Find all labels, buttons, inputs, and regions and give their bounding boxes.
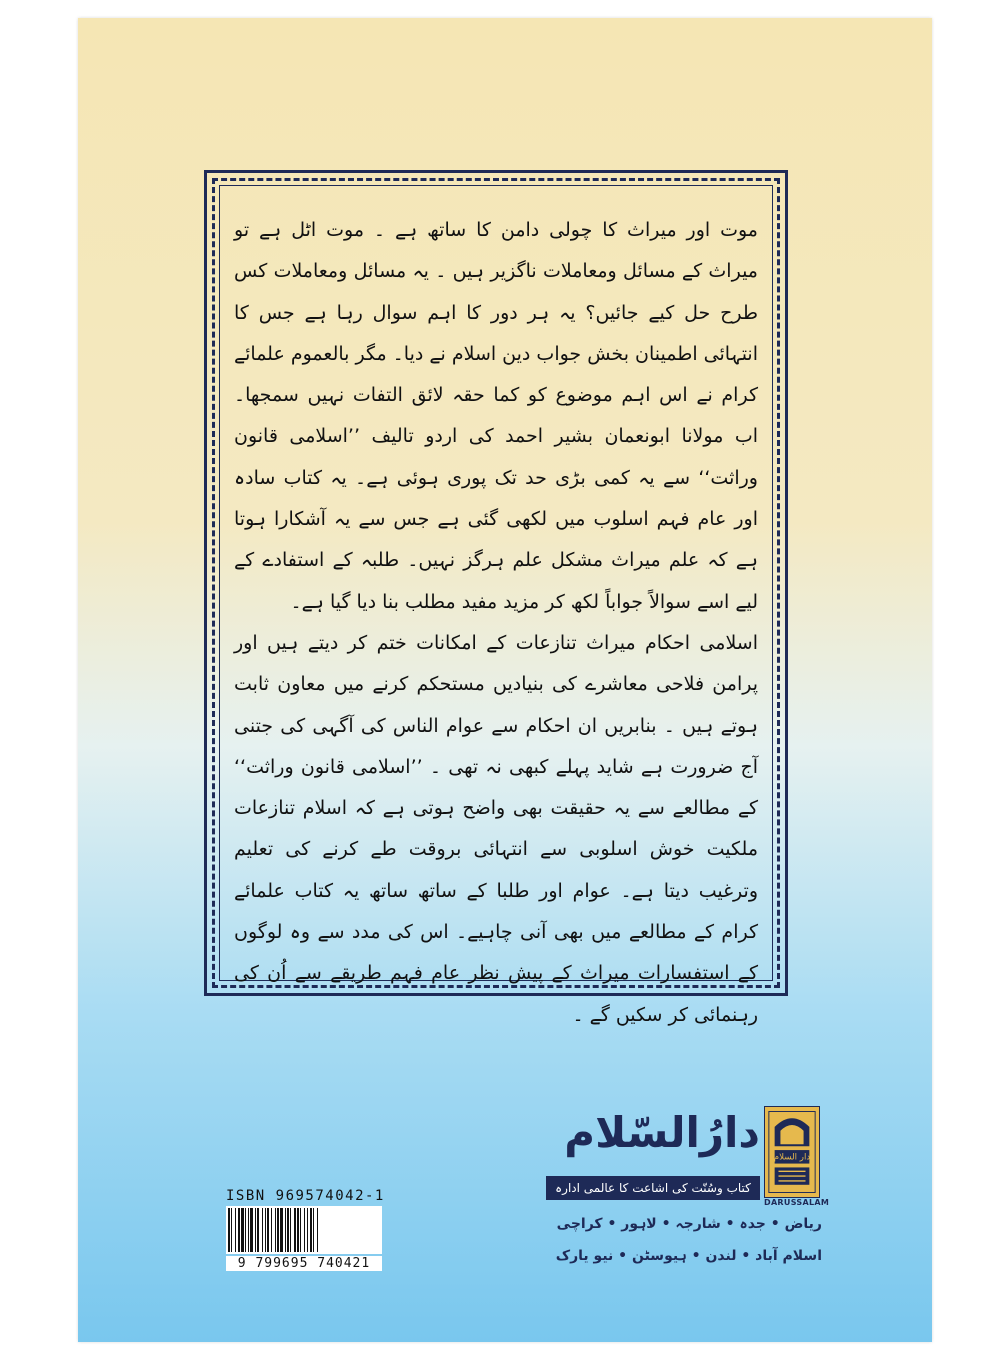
barcode-bar xyxy=(257,1208,259,1252)
barcode-bar xyxy=(304,1208,305,1252)
barcode-bar xyxy=(231,1208,232,1252)
barcode-bar xyxy=(250,1208,253,1252)
blurb-paragraph-2: اسلامی احکام میراث تنازعات کے امکانات ختم کر دیتے ہیں اور پرامن فلاحی معاشرے کی بنیادیں مستحکم کرنے میں معاون ثابت ہوتے ہیں ۔ بنابریں ان احکام سے عوام الناس کی آگہی کی جتنی آج ضرورت ہے شاید پہلے کبھی نہ تھی ۔ ’’اسلامی قانون وراثت‘‘ کے مطالعے سے یہ حقیقت بھی واضح ہوتی ہے کہ اسلام تنازعات ملکیت خوش اسلوبی سے انتہائی بروقت طے کرنے کی تعلیم وترغیب دیتا ہے۔ عوام اور طلبا کے ساتھ ساتھ یہ کتاب علمائے کرام کے مطالعے میں بھی آنی چاہیے۔ اس کی مدد سے وہ لوگوں کے استفسارات میراث کے پیش نظر عام فہم طریقے سے اُن کی رہنمائی کر سکیں گے ۔ xyxy=(234,631,758,1026)
barcode-bar xyxy=(275,1208,276,1252)
ornamental-text-frame xyxy=(204,170,788,1026)
publisher-name: دارُالسّلام xyxy=(564,1108,760,1157)
barcode-bar xyxy=(307,1208,308,1252)
barcode-bar xyxy=(228,1208,230,1252)
barcode-bar xyxy=(245,1208,246,1252)
barcode-bar xyxy=(255,1208,256,1252)
barcode-bar xyxy=(300,1208,301,1252)
barcode-bar xyxy=(265,1208,266,1252)
barcode-bar xyxy=(280,1208,283,1252)
barcode-bar xyxy=(317,1208,318,1252)
barcode-bar xyxy=(271,1208,272,1252)
frame-text-area xyxy=(219,185,773,1026)
barcode-digits: 9 799695 740421 xyxy=(226,1256,382,1271)
barcode-bar xyxy=(313,1208,314,1252)
barcode-bar xyxy=(248,1208,249,1252)
barcode-bar xyxy=(262,1208,263,1252)
logo-urdu-text: دار السلام xyxy=(773,1152,811,1163)
barcode-bar xyxy=(277,1208,279,1252)
barcode-bar xyxy=(238,1208,240,1252)
blurb-paragraph-1: موت اور میراث کا چولی دامن کا ساتھ ہے ۔ موت اٹل ہے تو میراث کے مسائل ومعاملات ناگزیر ہیں ۔ یہ مسائل ومعاملات کس طرح حل کیے جائیں؟ یہ ہر دور کا اہم سوال رہا ہے جس کا انتہائی اطمینان بخش جواب دین اسلام نے دیا۔ مگر بالعموم علمائے کرام نے اس اہم موضوع کو کما حقہ لائق التفات نہیں سمجھا۔ اب مولانا ابونعمان بشیر احمد کی اردو تالیف ’’اسلامی قانون وراثت‘‘ سے یہ کمی بڑی حد تک پوری ہوئی ہے۔ یہ کتاب سادہ اور عام فہم اسلوب میں لکھی گئی ہے جس سے یہ آشکارا ہوتا ہے کہ علم میراث مشکل علم ہرگز نہیں۔ طلبہ کے استفادے کے لیے اسے سوالاً جواباً لکھ کر مزید مفید مطلب بنا دیا گیا ہے۔ xyxy=(233,219,758,613)
barcode-bar xyxy=(285,1208,286,1252)
isbn-label: ISBN 969574042-1 xyxy=(226,1188,385,1204)
barcode-bar xyxy=(294,1208,296,1252)
barcode-bar xyxy=(287,1208,289,1252)
barcode-bar xyxy=(241,1208,244,1252)
barcode-bar xyxy=(290,1208,291,1252)
logo-english-text: DARUSSALAM xyxy=(764,1198,830,1207)
publisher-cities-line-2: اسلام آباد • لندن • ہیوسٹن • نیو یارک xyxy=(555,1248,822,1264)
barcode-bar xyxy=(297,1208,299,1252)
barcode-bar xyxy=(235,1208,236,1252)
darussalam-logo-icon xyxy=(764,1106,820,1198)
frame-chain-border xyxy=(212,178,780,1026)
publisher-cities-line-1: ریاض • جدہ • شارجہ • لاہور • کراچی xyxy=(556,1216,822,1232)
barcode-bar xyxy=(267,1208,269,1252)
publisher-tagline: کتاب وسُنّت کی اشاعت کا عالمی ادارہ xyxy=(546,1176,760,1200)
barcode xyxy=(226,1206,382,1254)
barcode-bar xyxy=(310,1208,312,1252)
